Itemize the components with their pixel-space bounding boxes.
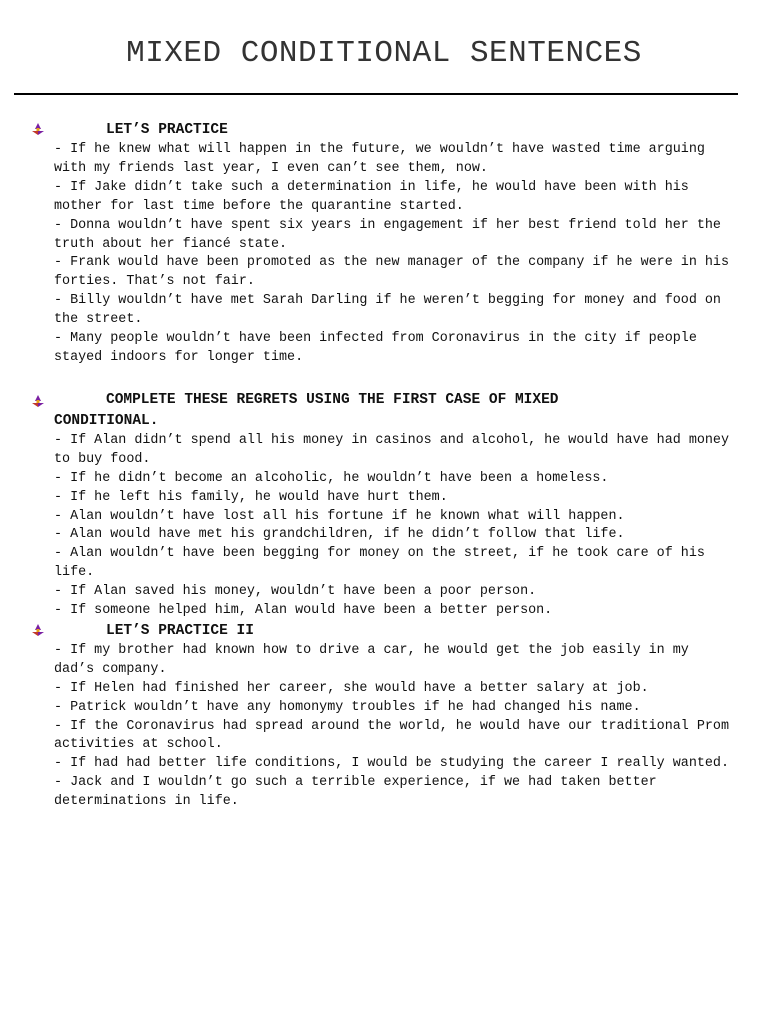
section-heading-text-cont: CONDITIONAL. (54, 412, 159, 429)
section-heading-text: COMPLETE THESE REGRETS USING THE FIRST CASE OF MIXED (106, 391, 559, 408)
section-heading (30, 621, 730, 642)
list-item: - If Helen had finished her career, she would have a better salary at job. (54, 680, 649, 696)
list-item: - If had had better life conditions, I would be studying the career I really wanted. (54, 756, 729, 772)
list-item: - Alan wouldn’t have been begging for money on the street, if he took care of his life. (54, 546, 705, 581)
list-item: - Jack and I wouldn’t go such a terrible experience, if we had taken better determinations in life. (54, 775, 657, 810)
page-title: MIXED CONDITIONAL SENTENCES (126, 36, 642, 71)
list-item: - If he left his family, he would have hurt them. (54, 489, 448, 505)
bullet-arrow-icon (30, 122, 46, 138)
bullet-arrow-icon (30, 623, 46, 639)
list-item: - If he knew what will happen in the future, we wouldn’t have wasted time arguing with my friends last year, I even can’t see them, now. (54, 142, 705, 176)
title-divider (14, 93, 738, 95)
list-item: - Patrick wouldn’t have any homonymy troubles if he had changed his name. (54, 699, 641, 715)
section-lets-practice-ii (30, 621, 730, 812)
section-heading (30, 120, 730, 141)
sentence-list (54, 642, 730, 812)
list-item: - Frank would have been promoted as the new manager of the company if he were in his forties. That’s not fair. (54, 255, 729, 290)
list-item: - If the Coronavirus had spread around the world, he would have our traditional Prom activities at school. (54, 718, 729, 753)
list-item: - If my brother had known how to drive a car, he would get the job easily in my dad’s company. (54, 642, 689, 677)
list-item: - Billy wouldn’t have met Sarah Darling if he weren’t begging for money and food on the street. (54, 293, 721, 328)
list-item: - If Jake didn’t take such a determination in life, he would have been with his mother for last time before the quarantine started. (54, 179, 689, 214)
list-item: - If Alan didn’t spend all his money in casinos and alcohol, he would have had money to buy food. (54, 432, 729, 467)
list-item: - Alan wouldn’t have lost all his fortune if he known what will happen. (54, 508, 625, 524)
bullet-arrow-icon (30, 394, 46, 410)
list-item: - Many people wouldn’t have been infected from Coronavirus in the city if people stayed indoors for longer time. (54, 331, 697, 365)
section-lets-practice (30, 120, 730, 368)
sentence-list (54, 141, 730, 368)
section-complete-regrets (30, 390, 730, 621)
section-heading-text: LET’S PRACTICE II (106, 622, 254, 639)
list-item: - If he didn’t become an alcoholic, he wouldn’t have been a homeless. (54, 470, 609, 486)
list-item: - If someone helped him, Alan would have been a better person. (54, 603, 553, 619)
list-item: - Alan would have met his grandchildren, if he didn’t follow that life. (54, 527, 625, 543)
list-item: - If Alan saved his money, wouldn’t have been a poor person. (54, 584, 537, 600)
section-heading (30, 390, 730, 432)
document-body (30, 120, 730, 812)
section-heading-text: LET’S PRACTICE (106, 122, 228, 138)
sentence-list (54, 432, 730, 621)
list-item: - Donna wouldn’t have spent six years in engagement if her best friend told her the truth about her fiancé state. (54, 217, 721, 252)
